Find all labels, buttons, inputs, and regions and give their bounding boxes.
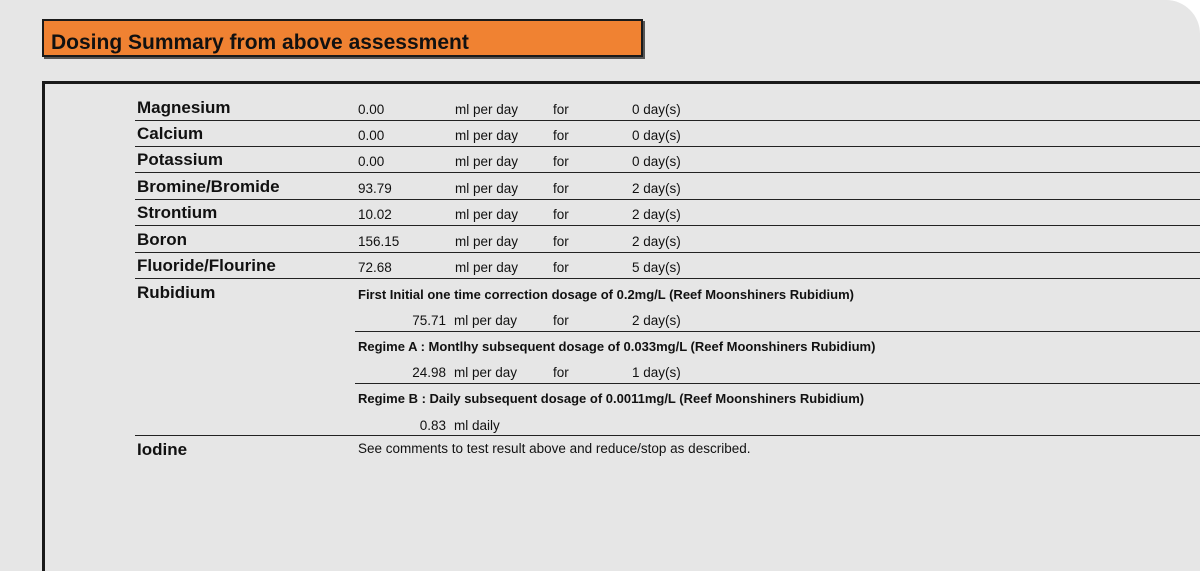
dose-value: 24.98 [412, 365, 446, 380]
title-banner [42, 19, 643, 57]
row-divider [135, 278, 1200, 279]
dose-unit: ml per day [455, 128, 519, 143]
duration: 2 day(s) [632, 181, 681, 196]
dose-unit: ml per day [455, 260, 519, 275]
dose-value: 10.02 [358, 207, 392, 222]
row-divider [135, 120, 1200, 121]
row-divider [135, 225, 1200, 226]
duration: 1 day(s) [632, 365, 681, 380]
dose-value: 93.79 [358, 181, 392, 196]
duration: 0 day(s) [632, 102, 681, 117]
dose-unit: ml per day [455, 102, 519, 117]
element-name: Calcium [137, 124, 204, 143]
element-name: Potassium [137, 150, 223, 169]
rubidium-regime-b-note: Regime B : Daily subsequent dosage of 0.0011mg/L (Reef Moonshiners Rubidium) [358, 391, 865, 406]
dose-unit: ml daily [454, 418, 500, 433]
for-label: for [553, 128, 569, 143]
dose-unit: ml per day [455, 181, 519, 196]
for-label: for [553, 207, 569, 222]
rubidium-regime-a-note: Regime A : Montlhy subsequent dosage of 0.033mg/L (Reef Moonshiners Rubidium) [358, 339, 876, 354]
page-title: Dosing Summary from above assessment [51, 31, 469, 54]
dose-unit: ml per day [455, 234, 519, 249]
dose-value: 75.71 [412, 313, 446, 328]
dose-value: 0.00 [358, 128, 385, 143]
duration: 2 day(s) [632, 207, 681, 222]
row-divider [135, 435, 1200, 436]
element-name: Magnesium [137, 98, 231, 117]
element-name: Fluoride/Flourine [137, 256, 276, 275]
for-label: for [553, 181, 569, 196]
row-divider [355, 383, 1200, 384]
duration: 0 day(s) [632, 154, 681, 169]
for-label: for [553, 154, 569, 169]
rubidium-initial-note: First Initial one time correction dosage of 0.2mg/L (Reef Moonshiners Rubidium) [358, 287, 854, 302]
element-name: Bromine/Bromide [137, 177, 280, 196]
dose-value: 0.83 [419, 418, 446, 433]
row-divider [135, 146, 1200, 147]
for-label: for [553, 313, 569, 328]
for-label: for [553, 260, 569, 275]
row-divider [355, 331, 1200, 332]
duration: 2 day(s) [632, 234, 681, 249]
duration: 5 day(s) [632, 260, 681, 275]
element-name: Rubidium [137, 283, 216, 302]
element-name: Iodine [137, 440, 188, 459]
for-label: for [553, 365, 569, 380]
dose-value: 72.68 [358, 260, 392, 275]
dose-unit: ml per day [455, 154, 519, 169]
dose-value: 0.00 [358, 154, 385, 169]
dose-unit: ml per day [455, 207, 519, 222]
dose-unit: ml per day [454, 365, 518, 380]
dose-value: 156.15 [358, 234, 400, 249]
for-label: for [553, 102, 569, 117]
duration: 0 day(s) [632, 128, 681, 143]
element-name: Strontium [137, 203, 218, 222]
dose-unit: ml per day [454, 313, 518, 328]
duration: 2 day(s) [632, 313, 681, 328]
iodine-comment: See comments to test result above and reduce/stop as described. [358, 441, 751, 456]
row-divider [135, 199, 1200, 200]
element-name: Boron [137, 230, 188, 249]
for-label: for [553, 234, 569, 249]
row-divider [135, 172, 1200, 173]
dose-value: 0.00 [358, 102, 385, 117]
row-divider [135, 252, 1200, 253]
